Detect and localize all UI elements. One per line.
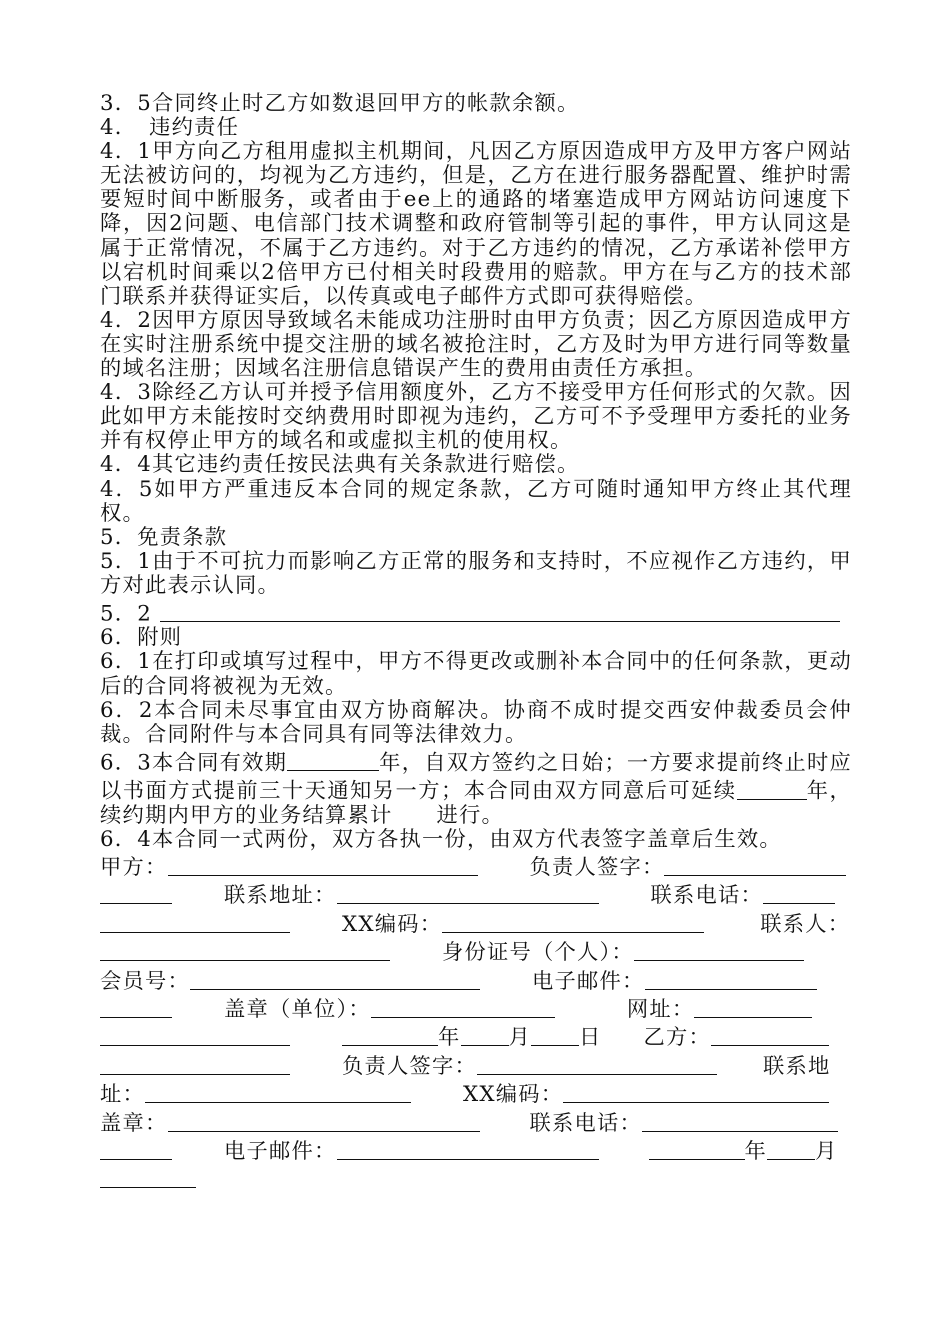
person-sign-b-label: 负责人签字：	[342, 1053, 477, 1079]
person-sign-field[interactable]	[664, 854, 846, 876]
renewal-years-blank[interactable]	[737, 777, 807, 799]
party-a-label: 甲方：	[100, 855, 168, 881]
phone-label: 联系电话：	[650, 883, 763, 909]
party-a-field[interactable]	[168, 854, 478, 876]
clause-5-2-blank[interactable]	[160, 600, 840, 622]
clause-6-3-text-1: 6．3本合同有效期	[100, 750, 288, 776]
clause-6-1: 6．1在打印或填写过程中，甲方不得更改或删补本合同中的任何条款，更动后的合同将被视为无效。	[100, 649, 852, 699]
date-b-year-field[interactable]	[649, 1138, 745, 1160]
id-number-field[interactable]	[634, 939, 804, 961]
clause-6-3-text-4: 进行。	[436, 802, 504, 828]
clause-5-2-label: 5．2	[100, 601, 152, 627]
postcode-b-field[interactable]	[563, 1081, 829, 1103]
phone-b-field-cont[interactable]	[100, 1138, 172, 1160]
form-row-5	[100, 965, 852, 993]
address-b-label-2: 址：	[100, 1082, 145, 1108]
clause-6-3-text-2: 年，自双方签约之日始；一方要求提前终止时应以书面方式提前三十天通知另一方；本合同由双方同意后可延续	[100, 750, 852, 804]
website-field-cont[interactable]	[100, 1024, 290, 1046]
clause-6-3	[100, 747, 852, 828]
postcode-b-label: XX编码：	[463, 1082, 564, 1108]
contact-field[interactable]	[100, 939, 390, 961]
clause-6-4: 6．4本合同一式两份，双方各执一份，由双方代表签字盖章后生效。	[100, 826, 782, 852]
website-field[interactable]	[694, 996, 812, 1018]
form-row-4	[100, 937, 852, 965]
clause-4-5: 4．5如甲方严重违反本合同的规定条款，乙方可随时通知甲方终止其代理权。	[100, 476, 852, 526]
clause-4-1: 4．1甲方向乙方租用虚拟主机期间，凡因乙方原因造成甲方及甲方客户网站无法被访问的，均视为乙方违约，但是，乙方在进行服务器配置、维护时需要短时间中断服务，或者由于ee上的通路的堵塞造成甲方网站访问速度下降，因2问题、电信部门技术调整和政府管制等引起的事件，甲方认同这是属于正常情况，不属于乙方违约。对于乙方违约的情况，乙方承诺补偿甲方以宕机时间乘以2倍甲方已付相关时段费用的赔款。甲方在与乙方的技术部门联系并获得证实后，以传真或电子邮件方式即可获得赔偿。	[100, 139, 852, 309]
month-b-label: 月	[815, 1139, 838, 1164]
postcode-field[interactable]	[442, 911, 704, 933]
clause-4-2: 4．2因甲方原因导致域名未能成功注册时由甲方负责；因乙方原因造成甲方在实时注册系统中提交注册的域名被抢注时，乙方及时为甲方进行同等数量的域名注册；因域名注册信息错误产生的费用由责任方承担。	[100, 307, 852, 382]
phone-b-label: 联系电话：	[529, 1110, 642, 1136]
date-b-day-field[interactable]	[100, 1166, 196, 1188]
date-b-month-field[interactable]	[767, 1138, 815, 1160]
form-row-11	[100, 1136, 852, 1164]
person-sign-b-field[interactable]	[477, 1053, 717, 1075]
form-row-10	[100, 1107, 852, 1135]
seal-b-label: 盖章：	[100, 1110, 168, 1136]
contract-body	[100, 92, 852, 1186]
contact-label: 联系人：	[760, 911, 851, 937]
clause-6-2: 6．2本合同未尽事宜由双方协商解决。协商不成时提交西安仲裁委员会仲裁。合同附件与本合同具有同等法律效力。	[100, 697, 852, 747]
address-b-field[interactable]	[145, 1081, 411, 1103]
seal-unit-field[interactable]	[371, 996, 555, 1018]
phone-field-cont[interactable]	[100, 911, 290, 933]
form-row-7	[100, 1022, 852, 1050]
email-field[interactable]	[645, 967, 817, 989]
seal-unit-label: 盖章（单位）：	[224, 997, 371, 1023]
party-b-field[interactable]	[711, 1024, 829, 1046]
party-b-field-cont[interactable]	[100, 1053, 290, 1075]
address-b-label-1: 联系地	[762, 1053, 831, 1079]
day-label: 日	[579, 1025, 602, 1051]
section-5-heading: 5．免责条款	[100, 524, 228, 550]
form-row-6	[100, 994, 852, 1022]
form-row-3	[100, 909, 852, 937]
id-number-label: 身份证号（个人）：	[442, 940, 634, 966]
address-label: 联系地址：	[224, 883, 337, 909]
form-row-9	[100, 1079, 852, 1107]
postcode-label: XX编码：	[342, 911, 443, 937]
phone-b-field[interactable]	[642, 1109, 838, 1131]
form-row-12	[100, 1164, 852, 1186]
clause-3-5: 3．5合同终止时乙方如数退回甲方的帐款余额。	[100, 91, 580, 116]
email-field-cont[interactable]	[100, 996, 172, 1018]
section-4-heading: 4． 违约责任	[100, 115, 240, 141]
validity-years-blank[interactable]	[287, 749, 379, 771]
month-label: 月	[508, 1025, 531, 1051]
person-sign-label: 负责人签字：	[529, 855, 665, 881]
seal-b-field[interactable]	[168, 1109, 480, 1131]
email-label: 电子邮件：	[532, 968, 645, 994]
member-no-field[interactable]	[190, 967, 480, 989]
clause-6-3-text-3: 年，续约期内甲方的业务结算累计	[100, 778, 852, 828]
email-b-label: 电子邮件：	[224, 1139, 337, 1164]
person-sign-field-cont[interactable]	[100, 882, 172, 904]
year-b-label: 年	[744, 1139, 767, 1164]
date-month-field[interactable]	[461, 1024, 509, 1046]
form-row-1	[100, 852, 852, 880]
date-day-field[interactable]	[531, 1024, 579, 1046]
form-row-8	[100, 1051, 852, 1079]
clause-5-2	[100, 598, 852, 626]
date-year-field[interactable]	[342, 1024, 438, 1046]
email-b-field[interactable]	[337, 1138, 599, 1160]
member-no-label: 会员号：	[100, 968, 190, 994]
phone-field[interactable]	[763, 882, 835, 904]
section-6-heading: 6．附则	[100, 625, 183, 651]
year-label: 年	[438, 1025, 461, 1051]
clause-4-3: 4．3除经乙方认可并授予信用额度外，乙方不接受甲方任何形式的欠款。因此如甲方未能按时交纳费用时即视为违约，乙方可不予受理甲方委托的业务并有权停止甲方的域名和或虚拟主机的使用权。	[100, 380, 852, 454]
party-b-label: 乙方：	[643, 1025, 711, 1051]
clause-5-1: 5．1由于不可抗力而影响乙方正常的服务和支持时，不应视作乙方违约，甲方对此表示认同。	[100, 548, 852, 598]
website-label: 网址：	[626, 997, 695, 1023]
address-field[interactable]	[337, 882, 599, 904]
form-row-2	[100, 880, 852, 908]
clause-4-4: 4．4其它违约责任按民法典有关条款进行赔偿。	[100, 452, 580, 478]
